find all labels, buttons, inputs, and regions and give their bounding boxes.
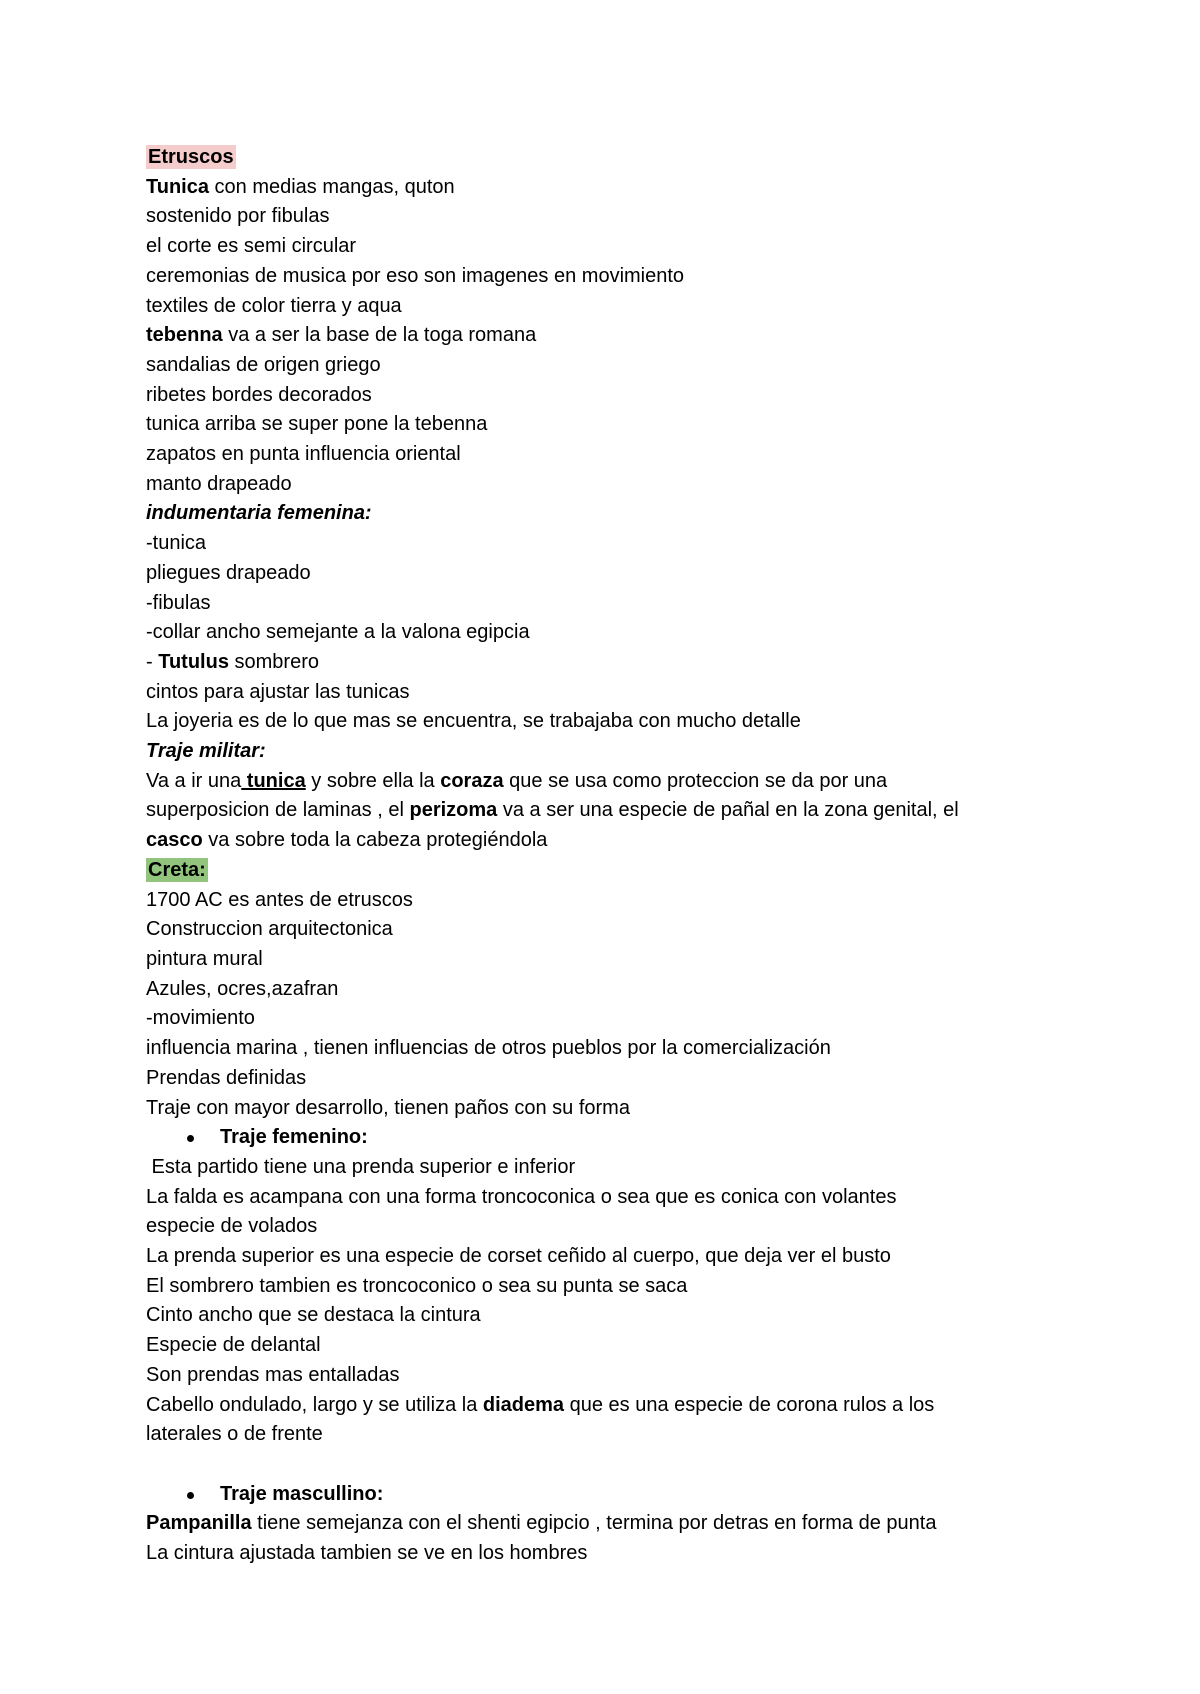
- text-line: manto drapeado: [146, 472, 292, 495]
- text-line: La joyeria es de lo que mas se encuentra, se trabajaba con mucho detalle: [146, 710, 801, 733]
- bullet-dot-icon: [187, 1492, 194, 1499]
- militar-line-2: [146, 796, 1076, 826]
- tutulus-line: [146, 648, 1076, 678]
- militar-text: y sobre ella la: [305, 769, 441, 792]
- diadema-line-2: laterales o de frente: [146, 1423, 323, 1446]
- diadema-text: Cabello ondulado, largo y se utiliza la: [146, 1393, 483, 1416]
- text-line: -tunica: [146, 532, 207, 555]
- casco-term: casco: [146, 829, 203, 852]
- militar-text: que se usa como proteccion se da por una: [503, 769, 888, 792]
- text-line: Traje con mayor desarrollo, tienen paños con su forma: [146, 1096, 630, 1119]
- femenino-heading: Traje femenino:: [220, 1126, 368, 1149]
- militar-line-3: [146, 826, 1076, 856]
- text-line: especie de volados: [146, 1215, 318, 1238]
- text-line: Azules, ocres,azafran: [146, 977, 339, 1000]
- masculino-bullet: [146, 1480, 1076, 1510]
- text-line: -movimiento: [146, 1007, 255, 1030]
- perizoma-term: perizoma: [409, 799, 498, 822]
- text-line: Cinto ancho que se destaca la cintura: [146, 1304, 481, 1327]
- text-line: La cintura ajustada tambien se ve en los hombres: [146, 1542, 588, 1565]
- tunica-text: con medias mangas, quton: [208, 175, 455, 198]
- coraza-term: coraza: [440, 769, 504, 792]
- blank-line: [146, 1450, 1076, 1480]
- text-line: Esta partido tiene una prenda superior e inferior: [146, 1155, 576, 1178]
- tutulus-text: sombrero: [228, 650, 319, 673]
- tunica-term: Tunica: [146, 175, 209, 198]
- militar-heading: Traje militar:: [146, 740, 266, 763]
- text-line: Prendas definidas: [146, 1066, 307, 1089]
- text-line: Construccion arquitectonica: [146, 918, 393, 941]
- text-line: pliegues drapeado: [146, 561, 311, 584]
- tebenna-term: tebenna: [146, 324, 223, 347]
- text-line: La falda es acampana con una forma troncoconica o sea que es conica con volantes: [146, 1185, 897, 1208]
- text-line: La prenda superior es una especie de corset ceñido al cuerpo, que deja ver el busto: [146, 1245, 891, 1268]
- etruscos-heading: Etruscos: [148, 146, 234, 168]
- text-line: El sombrero tambien es troncoconico o sea su punta se saca: [146, 1274, 688, 1297]
- text-line: ceremonias de musica por eso son imagenes en movimiento: [146, 264, 685, 287]
- pampanilla-term: Pampanilla: [146, 1512, 252, 1535]
- militar-text: Va a ir una: [146, 769, 242, 792]
- tunica-line: [146, 173, 1076, 203]
- tutulus-prefix: -: [146, 650, 159, 673]
- creta-heading: Creta:: [148, 858, 206, 881]
- militar-text: va a ser una especie de pañal en la zona genital, el: [497, 799, 959, 822]
- creta-heading-line: [146, 856, 1076, 886]
- document-page: [146, 143, 1076, 1569]
- diadema-text: que es una especie de corona rulos a los: [564, 1393, 935, 1416]
- text-line: ribetes bordes decorados: [146, 383, 372, 406]
- femenino-bullet: [146, 1123, 1076, 1153]
- text-line: -fibulas: [146, 591, 211, 614]
- diadema-term: diadema: [482, 1393, 565, 1416]
- text-line: zapatos en punta influencia oriental: [146, 443, 461, 466]
- militar-text: va sobre toda la cabeza protegiéndola: [202, 829, 548, 852]
- text-line: el corte es semi circular: [146, 235, 357, 258]
- text-line: textiles de color tierra y aqua: [146, 294, 402, 317]
- text-line: 1700 AC es antes de etruscos: [146, 888, 413, 911]
- militar-text: superposicion de laminas , el: [146, 799, 410, 822]
- militar-line-1: [146, 767, 1076, 797]
- pampanilla-text: tiene semejanza con el shenti egipcio , termina por detras en forma de punta: [251, 1512, 937, 1535]
- text-line: tunica arriba se super pone la tebenna: [146, 413, 488, 436]
- text-line: sostenido por fibulas: [146, 205, 330, 228]
- text-line: -collar ancho semejante a la valona egipcia: [146, 621, 530, 644]
- diadema-line-1: [146, 1391, 1076, 1421]
- tebenna-line: [146, 321, 1076, 351]
- text-line: influencia marina , tienen influencias de otros pueblos por la comercialización: [146, 1037, 831, 1060]
- tunica-term-underlined: tunica: [241, 769, 306, 792]
- text-line: sandalias de origen griego: [146, 353, 381, 376]
- tutulus-term: Tutulus: [158, 650, 229, 673]
- text-line: cintos para ajustar las tunicas: [146, 680, 410, 703]
- text-line: Son prendas mas entalladas: [146, 1363, 400, 1386]
- pampanilla-line: [146, 1509, 1076, 1539]
- femenina-heading: indumentaria femenina:: [146, 502, 372, 525]
- masculino-heading: Traje mascullino:: [220, 1482, 384, 1505]
- text-line: pintura mural: [146, 947, 263, 970]
- text-line: Especie de delantal: [146, 1334, 321, 1357]
- tebenna-text: va a ser la base de la toga romana: [222, 324, 537, 347]
- etruscos-heading-line: [146, 143, 1076, 173]
